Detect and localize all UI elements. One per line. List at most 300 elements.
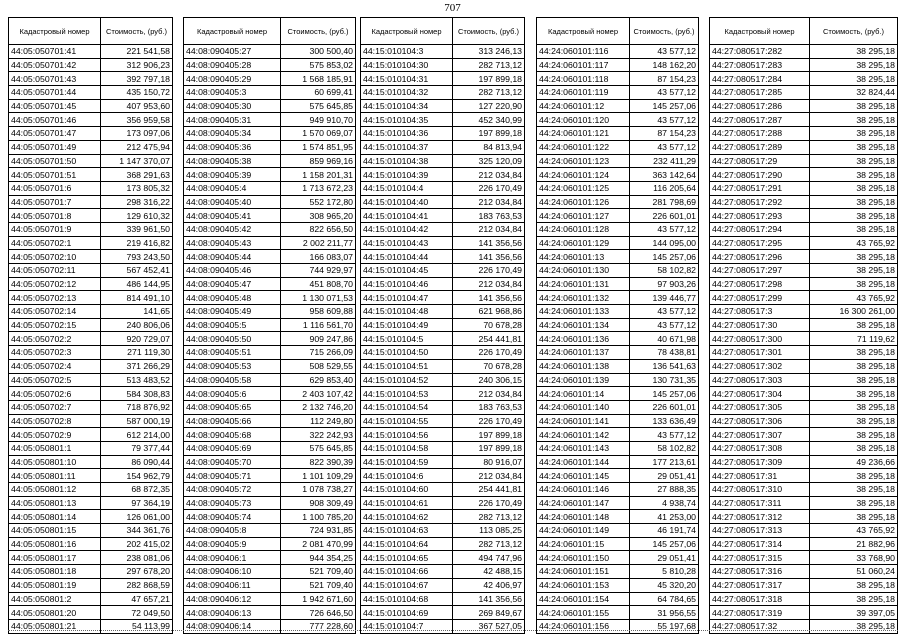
- table-row: [184, 45, 356, 59]
- cadastral-number-cell: 44:08:090405:74: [184, 510, 281, 524]
- table-row: [9, 359, 173, 373]
- cost-cell: 38 295,18: [810, 113, 898, 127]
- table-row: [361, 72, 525, 86]
- cadastral-number-cell: 44:27:080517:291: [710, 181, 810, 195]
- cost-cell: 31 956,55: [630, 606, 699, 620]
- table-row: [537, 551, 699, 565]
- table-header-row: [361, 18, 525, 45]
- cost-cell: 1 100 785,20: [281, 510, 356, 524]
- cadastral-number-cell: 44:08:090406:14: [184, 619, 281, 633]
- cost-cell: 944 354,25: [281, 551, 356, 565]
- table-row: [710, 168, 898, 182]
- table-row: [9, 346, 173, 360]
- cadastral-number-cell: 44:15:010104:3: [361, 45, 453, 59]
- cadastral-number-cell: 44:27:080517:317: [710, 578, 810, 592]
- cost-cell: 226 601,01: [630, 209, 699, 223]
- cost-cell: 97 364,19: [101, 496, 173, 510]
- cadastral-number-cell: 44:27:080517:287: [710, 113, 810, 127]
- table-row: [537, 469, 699, 483]
- cadastral-number-cell: 44:27:080517:288: [710, 127, 810, 141]
- cadastral-number-cell: 44:24:060101:150: [537, 551, 630, 565]
- cost-cell: 212 034,84: [453, 222, 525, 236]
- cost-cell: 909 247,86: [281, 332, 356, 346]
- table-row: [710, 332, 898, 346]
- table-row: [710, 483, 898, 497]
- cost-cell: 1 942 671,60: [281, 592, 356, 606]
- table-row: [9, 72, 173, 86]
- cadastral-number-cell: 44:24:060101:143: [537, 441, 630, 455]
- cadastral-number-cell: 44:27:080517:31: [710, 469, 810, 483]
- cadastral-number-cell: 44:24:060101:144: [537, 455, 630, 469]
- cost-cell: 21 882,96: [810, 537, 898, 551]
- cost-cell: 584 308,83: [101, 387, 173, 401]
- table-row: [537, 168, 699, 182]
- cadastral-number-cell: 44:27:080517:310: [710, 483, 810, 497]
- table-row: [537, 387, 699, 401]
- cadastral-number-cell: 44:05:050702:3: [9, 346, 101, 360]
- table-row: [361, 195, 525, 209]
- table-row: [184, 441, 356, 455]
- cost-cell: 297 678,20: [101, 565, 173, 579]
- table-row: [361, 181, 525, 195]
- table-row: [184, 318, 356, 332]
- cost-cell: 718 876,92: [101, 400, 173, 414]
- cost-cell: 282 713,12: [453, 510, 525, 524]
- cost-cell: 212 034,84: [453, 195, 525, 209]
- cost-cell: 41 253,00: [630, 510, 699, 524]
- table-header-row: [710, 18, 898, 45]
- cadastral-number-cell: 44:15:010104:58: [361, 441, 453, 455]
- cost-cell: 282 713,12: [453, 58, 525, 72]
- table-row: [184, 305, 356, 319]
- table-row: [537, 277, 699, 291]
- cadastral-number-cell: 44:15:010104:68: [361, 592, 453, 606]
- footer-divider: [8, 630, 898, 631]
- table-row: [710, 592, 898, 606]
- cadastral-number-cell: 44:24:060101:126: [537, 195, 630, 209]
- cadastral-number-cell: 44:05:050702:13: [9, 291, 101, 305]
- cadastral-number-cell: 44:24:060101:146: [537, 483, 630, 497]
- cost-cell: 113 085,25: [453, 524, 525, 538]
- table-header-row: [9, 18, 173, 45]
- cadastral-number-cell: 44:27:080517:318: [710, 592, 810, 606]
- table-row: [710, 578, 898, 592]
- cost-cell: 32 824,44: [810, 86, 898, 100]
- table-row: [184, 414, 356, 428]
- table-row: [537, 441, 699, 455]
- cadastral-number-cell: 44:08:090405:5: [184, 318, 281, 332]
- cost-cell: 29 051,41: [630, 551, 699, 565]
- cost-cell: 86 090,44: [101, 455, 173, 469]
- cost-cell: 166 083,07: [281, 250, 356, 264]
- cost-cell: 177 213,61: [630, 455, 699, 469]
- cost-cell: 183 763,53: [453, 400, 525, 414]
- table-row: [184, 565, 356, 579]
- table-row: [710, 428, 898, 442]
- cadastral-number-cell: 44:05:050702:9: [9, 428, 101, 442]
- cadastral-number-cell: 44:08:090405:71: [184, 469, 281, 483]
- table-row: [184, 140, 356, 154]
- cadastral-number-cell: 44:08:090405:3: [184, 86, 281, 100]
- cost-cell: 141,65: [101, 305, 173, 319]
- table-row: [9, 565, 173, 579]
- cadastral-number-cell: 44:05:050701:45: [9, 99, 101, 113]
- cost-cell: 141 356,56: [453, 592, 525, 606]
- cost-cell: 72 049,50: [101, 606, 173, 620]
- table-row: [9, 510, 173, 524]
- table-row: [9, 400, 173, 414]
- table-row: [710, 619, 898, 633]
- table-row: [537, 181, 699, 195]
- cost-cell: 136 541,63: [630, 359, 699, 373]
- cost-cell: 43 765,92: [810, 524, 898, 538]
- cadastral-number-cell: 44:08:090405:40: [184, 195, 281, 209]
- table-row: [9, 592, 173, 606]
- table-row: [184, 99, 356, 113]
- cost-cell: 212 034,84: [453, 469, 525, 483]
- cadastral-number-cell: 44:08:090405:70: [184, 455, 281, 469]
- table-row: [710, 606, 898, 620]
- table-row: [9, 236, 173, 250]
- cadastral-number-cell: 44:24:060101:142: [537, 428, 630, 442]
- cadastral-number-cell: 44:08:090405:66: [184, 414, 281, 428]
- table-row: [184, 332, 356, 346]
- cost-cell: 371 266,29: [101, 359, 173, 373]
- cost-cell: 269 849,67: [453, 606, 525, 620]
- header-cadastral-number: Кадастровый номер: [9, 18, 101, 45]
- cost-cell: 43 577,12: [630, 140, 699, 154]
- cost-cell: 575 645,85: [281, 99, 356, 113]
- cadastral-number-cell: 44:27:080517:286: [710, 99, 810, 113]
- cost-cell: 40 671,98: [630, 332, 699, 346]
- cost-cell: 38 295,18: [810, 168, 898, 182]
- cadastral-number-cell: 44:05:050701:9: [9, 222, 101, 236]
- header-cadastral-number: Кадастровый номер: [184, 18, 281, 45]
- cost-cell: 29 051,41: [630, 469, 699, 483]
- cost-cell: 38 295,18: [810, 441, 898, 455]
- table-row: [537, 510, 699, 524]
- table-row: [184, 373, 356, 387]
- cost-cell: 197 899,18: [453, 428, 525, 442]
- table-row: [9, 140, 173, 154]
- cadastral-number-cell: 44:27:080517:301: [710, 346, 810, 360]
- table-row: [710, 250, 898, 264]
- cadastral-number-cell: 44:27:080517:316: [710, 565, 810, 579]
- table-row: [184, 250, 356, 264]
- cadastral-number-cell: 44:27:080517:282: [710, 45, 810, 59]
- cadastral-number-cell: 44:27:080517:302: [710, 359, 810, 373]
- table-row: [361, 209, 525, 223]
- cost-cell: 407 953,60: [101, 99, 173, 113]
- cost-cell: 126 061,00: [101, 510, 173, 524]
- cadastral-number-cell: 44:24:060101:137: [537, 346, 630, 360]
- table-row: [361, 469, 525, 483]
- cost-cell: 1 147 370,07: [101, 154, 173, 168]
- cadastral-number-cell: 44:08:090405:48: [184, 291, 281, 305]
- cost-cell: 322 242,93: [281, 428, 356, 442]
- header-cost: Стоимость, (руб.): [281, 18, 356, 45]
- table-row: [184, 619, 356, 633]
- table-row: [361, 154, 525, 168]
- cost-cell: 1 158 201,31: [281, 168, 356, 182]
- cadastral-number-cell: 44:15:010104:42: [361, 222, 453, 236]
- table-row: [710, 140, 898, 154]
- cadastral-number-cell: 44:24:060101:122: [537, 140, 630, 154]
- table-row: [710, 86, 898, 100]
- table-header-row: [184, 18, 356, 45]
- cadastral-number-cell: 44:08:090405:47: [184, 277, 281, 291]
- cost-cell: 587 000,19: [101, 414, 173, 428]
- cost-cell: 42 488,15: [453, 565, 525, 579]
- cost-cell: 38 295,18: [810, 222, 898, 236]
- cost-cell: 38 295,18: [810, 45, 898, 59]
- table-row: [184, 86, 356, 100]
- cadastral-number-cell: 44:08:090405:8: [184, 524, 281, 538]
- cost-cell: 33 768,90: [810, 551, 898, 565]
- table-row: [710, 72, 898, 86]
- cost-cell: 226 170,49: [453, 496, 525, 510]
- table-row: [184, 359, 356, 373]
- cost-cell: 202 415,02: [101, 537, 173, 551]
- table-row: [9, 373, 173, 387]
- cost-cell: 38 295,18: [810, 250, 898, 264]
- table-row: [184, 181, 356, 195]
- cost-cell: 43 577,12: [630, 113, 699, 127]
- cadastral-number-cell: 44:15:010104:67: [361, 578, 453, 592]
- cost-cell: 38 295,18: [810, 496, 898, 510]
- table-row: [537, 346, 699, 360]
- cadastral-number-cell: 44:27:080517:283: [710, 58, 810, 72]
- cadastral-number-cell: 44:08:090406:12: [184, 592, 281, 606]
- cost-cell: 368 291,63: [101, 168, 173, 182]
- cadastral-number-cell: 44:05:050701:51: [9, 168, 101, 182]
- cost-cell: 5 810,28: [630, 565, 699, 579]
- cadastral-number-cell: 44:27:080517:319: [710, 606, 810, 620]
- table-row: [9, 99, 173, 113]
- cadastral-number-cell: 44:15:010104:32: [361, 86, 453, 100]
- cadastral-number-cell: 44:24:060101:127: [537, 209, 630, 223]
- cadastral-number-cell: 44:24:060101:136: [537, 332, 630, 346]
- table-row: [537, 305, 699, 319]
- table-row: [710, 222, 898, 236]
- cadastral-number-cell: 44:08:090406:1: [184, 551, 281, 565]
- cadastral-number-cell: 44:15:010104:63: [361, 524, 453, 538]
- cadastral-number-cell: 44:24:060101:147: [537, 496, 630, 510]
- table-row: [361, 400, 525, 414]
- cadastral-number-cell: 44:08:090405:73: [184, 496, 281, 510]
- cost-cell: 793 243,50: [101, 250, 173, 264]
- cadastral-number-cell: 44:05:050801:17: [9, 551, 101, 565]
- table-row: [537, 195, 699, 209]
- table-row: [361, 428, 525, 442]
- cost-cell: 822 656,50: [281, 222, 356, 236]
- cost-cell: 38 295,18: [810, 264, 898, 278]
- cost-cell: 629 853,40: [281, 373, 356, 387]
- cadastral-number-cell: 44:15:010104:4: [361, 181, 453, 195]
- cost-cell: 45 320,20: [630, 578, 699, 592]
- cadastral-number-cell: 44:08:090405:42: [184, 222, 281, 236]
- table-row: [361, 346, 525, 360]
- cadastral-number-cell: 44:24:060101:138: [537, 359, 630, 373]
- cost-cell: 144 095,00: [630, 236, 699, 250]
- table-row: [9, 45, 173, 59]
- cost-cell: 139 446,77: [630, 291, 699, 305]
- cost-cell: 38 295,18: [810, 277, 898, 291]
- table-row: [710, 236, 898, 250]
- cost-cell: 859 969,16: [281, 154, 356, 168]
- cost-cell: 1 078 738,27: [281, 483, 356, 497]
- cadastral-number-cell: 44:05:050701:8: [9, 209, 101, 223]
- table-row: [537, 400, 699, 414]
- table-row: [9, 524, 173, 538]
- cadastral-number-cell: 44:15:010104:34: [361, 99, 453, 113]
- table-row: [361, 565, 525, 579]
- cost-cell: 282 713,12: [453, 537, 525, 551]
- cadastral-number-cell: 44:08:090405:41: [184, 209, 281, 223]
- table-row: [710, 45, 898, 59]
- cost-cell: 197 899,18: [453, 441, 525, 455]
- cost-cell: 141 356,56: [453, 291, 525, 305]
- table-row: [361, 291, 525, 305]
- cost-cell: 38 295,18: [810, 127, 898, 141]
- cadastral-number-cell: 44:05:050701:41: [9, 45, 101, 59]
- cadastral-number-cell: 44:24:060101:141: [537, 414, 630, 428]
- cost-cell: 154 962,79: [101, 469, 173, 483]
- table-row: [710, 195, 898, 209]
- table-row: [361, 606, 525, 620]
- cost-cell: 814 491,10: [101, 291, 173, 305]
- cost-cell: 325 120,09: [453, 154, 525, 168]
- table-row: [361, 58, 525, 72]
- cadastral-number-cell: 44:15:010104:49: [361, 318, 453, 332]
- table-row: [537, 592, 699, 606]
- table-row: [184, 72, 356, 86]
- table-row: [184, 496, 356, 510]
- table-row: [184, 428, 356, 442]
- cadastral-number-cell: 44:15:010104:56: [361, 428, 453, 442]
- table-row: [710, 318, 898, 332]
- cost-cell: 38 295,18: [810, 359, 898, 373]
- cost-cell: 16 300 261,00: [810, 305, 898, 319]
- table-row: [710, 469, 898, 483]
- cost-cell: 486 144,95: [101, 277, 173, 291]
- cadastral-number-cell: 44:24:060101:154: [537, 592, 630, 606]
- cadastral-number-cell: 44:27:080517:312: [710, 510, 810, 524]
- cost-cell: 79 377,44: [101, 441, 173, 455]
- cadastral-number-cell: 44:24:060101:133: [537, 305, 630, 319]
- cost-cell: 232 411,29: [630, 154, 699, 168]
- table-row: [710, 414, 898, 428]
- cost-cell: 2 403 107,42: [281, 387, 356, 401]
- table-row: [9, 86, 173, 100]
- cost-cell: 920 729,07: [101, 332, 173, 346]
- cadastral-number-cell: 44:05:050801:19: [9, 578, 101, 592]
- cadastral-number-cell: 44:05:050801:18: [9, 565, 101, 579]
- cost-cell: 97 903,26: [630, 277, 699, 291]
- cost-cell: 4 938,74: [630, 496, 699, 510]
- table-row: [537, 291, 699, 305]
- table-row: [184, 236, 356, 250]
- table-row: [537, 524, 699, 538]
- table-row: [361, 537, 525, 551]
- cadastral-number-cell: 44:15:010104:46: [361, 277, 453, 291]
- cost-cell: 226 601,01: [630, 400, 699, 414]
- table-row: [184, 346, 356, 360]
- table-row: [537, 318, 699, 332]
- cost-table-4: [536, 17, 699, 634]
- cadastral-number-cell: 44:05:050801:15: [9, 524, 101, 538]
- cadastral-number-cell: 44:27:080517:30: [710, 318, 810, 332]
- cadastral-number-cell: 44:24:060101:123: [537, 154, 630, 168]
- cost-cell: 42 406,97: [453, 578, 525, 592]
- table-row: [710, 113, 898, 127]
- cost-cell: 958 609,88: [281, 305, 356, 319]
- table-row: [9, 113, 173, 127]
- cost-cell: 1 570 069,07: [281, 127, 356, 141]
- cadastral-number-cell: 44:05:050702:2: [9, 332, 101, 346]
- cost-cell: 70 678,28: [453, 318, 525, 332]
- cadastral-number-cell: 44:27:080517:311: [710, 496, 810, 510]
- cost-cell: 313 246,13: [453, 45, 525, 59]
- table-row: [184, 127, 356, 141]
- table-row: [184, 469, 356, 483]
- table-row: [537, 113, 699, 127]
- table-row: [537, 496, 699, 510]
- page-number: 707: [444, 2, 461, 14]
- cadastral-number-cell: 44:05:050801:1: [9, 441, 101, 455]
- table-row: [184, 222, 356, 236]
- cost-cell: 308 965,20: [281, 209, 356, 223]
- cadastral-number-cell: 44:08:090406:13: [184, 606, 281, 620]
- cadastral-number-cell: 44:05:050702:1: [9, 236, 101, 250]
- cadastral-number-cell: 44:15:010104:55: [361, 414, 453, 428]
- cadastral-number-cell: 44:15:010104:30: [361, 58, 453, 72]
- cost-cell: 254 441,81: [453, 483, 525, 497]
- cadastral-number-cell: 44:27:080517:3: [710, 305, 810, 319]
- cadastral-number-cell: 44:15:010104:50: [361, 346, 453, 360]
- cadastral-number-cell: 44:27:080517:285: [710, 86, 810, 100]
- cost-cell: 363 142,64: [630, 168, 699, 182]
- table-row: [537, 140, 699, 154]
- cost-cell: 112 249,80: [281, 414, 356, 428]
- cadastral-number-cell: 44:24:060101:15: [537, 537, 630, 551]
- table-row: [9, 277, 173, 291]
- cost-cell: 38 295,18: [810, 578, 898, 592]
- cadastral-number-cell: 44:05:050801:12: [9, 483, 101, 497]
- cost-cell: 116 205,64: [630, 181, 699, 195]
- cost-cell: 197 899,18: [453, 72, 525, 86]
- cost-cell: 298 316,22: [101, 195, 173, 209]
- cost-cell: 145 257,06: [630, 387, 699, 401]
- cost-cell: 38 295,18: [810, 318, 898, 332]
- table-row: [9, 469, 173, 483]
- cadastral-number-cell: 44:15:010104:43: [361, 236, 453, 250]
- table-row: [361, 277, 525, 291]
- cost-cell: 43 765,92: [810, 236, 898, 250]
- table-row: [537, 154, 699, 168]
- table-row: [710, 510, 898, 524]
- table-row: [184, 209, 356, 223]
- cadastral-number-cell: 44:24:060101:132: [537, 291, 630, 305]
- cadastral-number-cell: 44:05:050702:6: [9, 387, 101, 401]
- cost-cell: 282 713,12: [453, 86, 525, 100]
- table-row: [9, 578, 173, 592]
- cadastral-number-cell: 44:08:090405:38: [184, 154, 281, 168]
- table-row: [184, 537, 356, 551]
- cost-cell: 367 527,05: [453, 619, 525, 633]
- cadastral-number-cell: 44:15:010104:61: [361, 496, 453, 510]
- cadastral-number-cell: 44:05:050701:46: [9, 113, 101, 127]
